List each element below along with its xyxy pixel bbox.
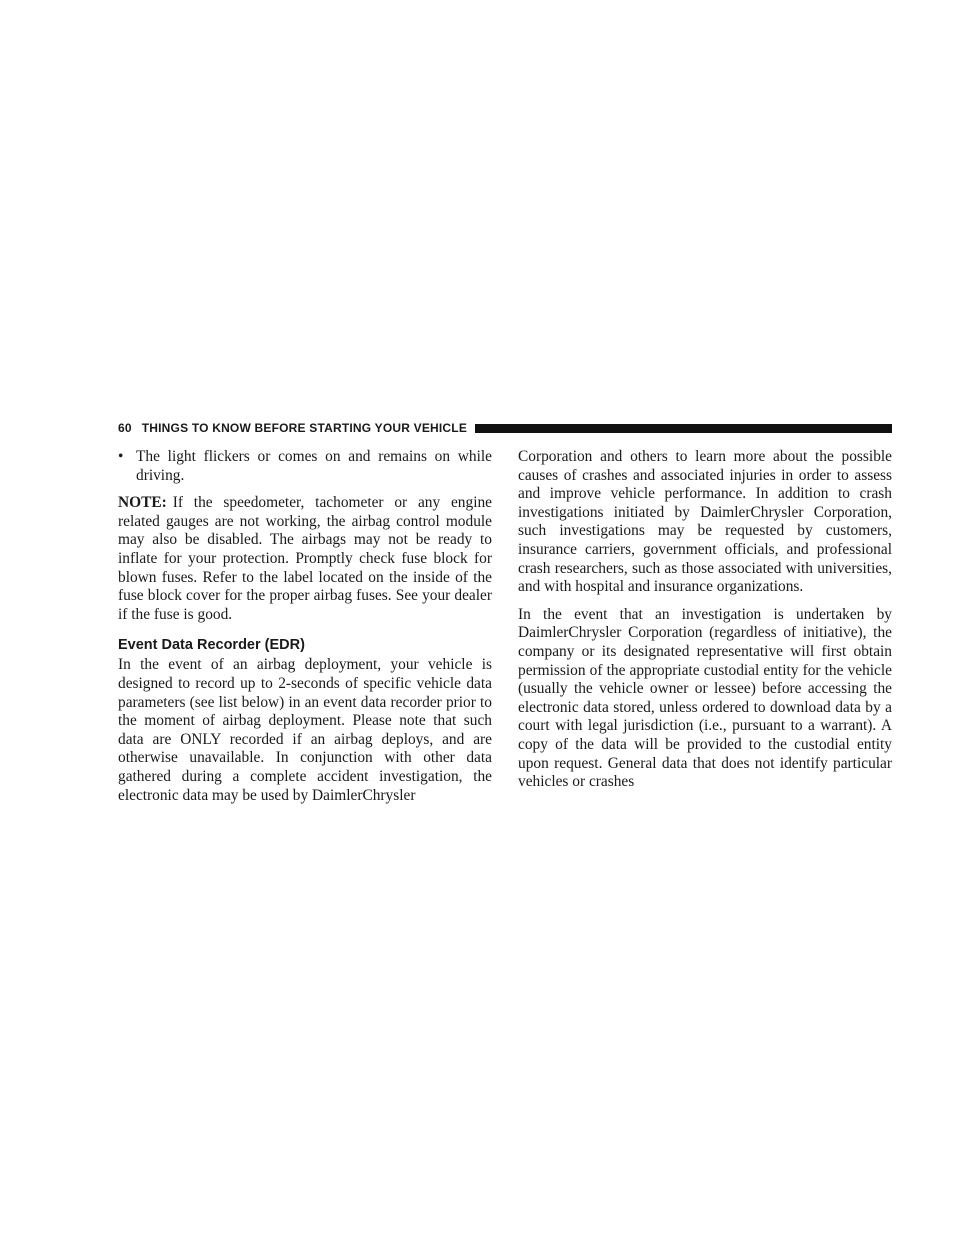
header-rule [475,424,892,433]
bullet-item [118,448,492,485]
note-label: NOTE: [118,494,167,512]
note-paragraph [118,494,492,624]
section-title: THINGS TO KNOW BEFORE STARTING YOUR VEHICLE [141,421,468,435]
investigation-paragraph: In the event that an investigation is undertaken by DaimlerChrysler Corporation (regardless of initiative), the company or its designated representative will first obtain permission of the appropriate custodial entity for the vehicle (usually the vehicle owner or lessee) before accessing the electronic data stored, unless ordered to download data by a court with legal jurisdiction (i.e., pursuant to a warrant). A copy of the data will be provided to the custodial entity upon request. General data that does not identify particular vehicles or crashes [518,605,892,791]
page-number: 60 [118,421,132,435]
note-text: If the speedometer, tachometer or any engine related gauges are not working, the airbag control module may also be disabled. The airbags may not be ready to inflate for your protection. Promptly check fuse block for blown fuses. Refer to the label located on the inside of the fuse block cover for the proper airbag fuses. See your dealer if the fuse is good. [118,494,492,623]
edr-paragraph: In the event of an airbag deployment, your vehicle is designed to record up to 2-seconds of specific vehicle data parameters (see list below) in an event data recorder prior to the moment of airbag deployment. Please note that such data are ONLY recorded if an airbag deploys, and are otherwise unavailable. In conjunction with other data gathered during a complete accident investigation, the electronic data may be used by DaimlerChrysler [118,656,492,804]
research-paragraph: Corporation and others to learn more about the possible causes of crashes and associated injuries in order to assess and improve vehicle performance. In addition to crash investigations initiated by DaimlerChrysler Corporation, such investigations may be requested by customers, insurance carriers, government officials, and professional crash researchers, such as those associated with universities, and with hospital and insurance organizations. [518,448,892,596]
edr-heading: Event Data Recorder (EDR) [118,637,305,654]
bullet-text: The light flickers or comes on and remains on while driving. [136,448,492,484]
bullet-icon: • [118,448,124,465]
right-column [518,448,892,801]
left-column [118,448,492,814]
running-header [118,419,892,437]
